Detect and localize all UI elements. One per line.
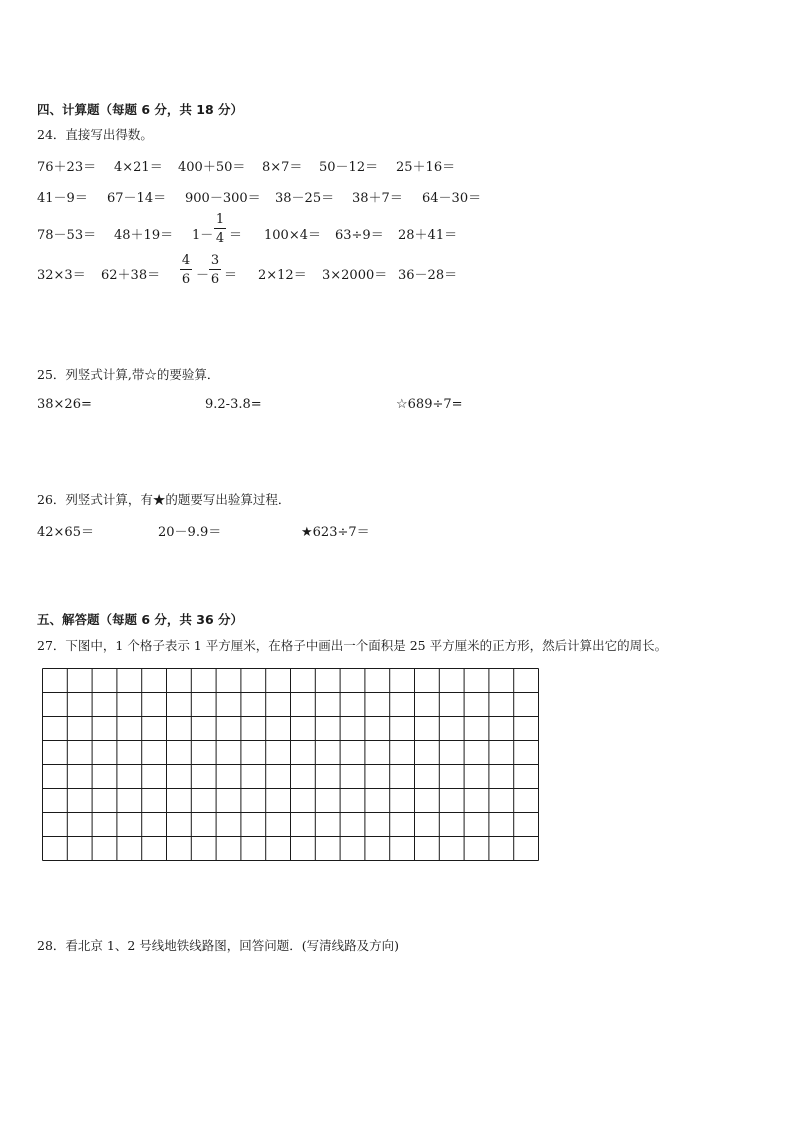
q24-r2-expr: 38＋7＝ — [352, 191, 403, 206]
fraction-denominator: 4 — [215, 231, 225, 246]
q27-title: 27．下图中，1 个格子表示 1 平方厘米，在格子中画出一个面积是 25 平方厘米的正方形，然后计算出它的周长。 — [37, 638, 668, 653]
q24-r4-expr: 2×12＝ — [258, 268, 307, 283]
q26-item: 20－9.9＝ — [158, 525, 222, 540]
q24-r1-expr: 76＋23＝ — [37, 160, 97, 175]
square-grid[interactable] — [42, 668, 541, 862]
q24-r3-expr: 100×4＝ — [264, 228, 321, 243]
q25-item: ☆689÷7= — [396, 397, 463, 412]
q24-r3-equals: ＝ — [229, 228, 243, 243]
fraction — [214, 213, 226, 245]
q24-r3-expr: 48＋19＝ — [114, 228, 174, 243]
q24-r3-expr: 63÷9＝ — [335, 228, 384, 243]
q24-r1-expr: 8×7＝ — [262, 160, 303, 175]
q24-r4-equals: ＝ — [224, 268, 238, 283]
q26-item: ★623÷7＝ — [301, 525, 370, 540]
fraction-numerator: 1 — [215, 212, 225, 227]
section5-heading: 五、解答题（每题 6 分，共 36 分） — [37, 612, 244, 627]
q24-r1-expr: 25＋16＝ — [396, 160, 456, 175]
q24-r1-expr: 400＋50＝ — [178, 160, 246, 175]
q24-title: 24．直接写出得数。 — [37, 127, 153, 142]
q24-r1-expr: 4×21＝ — [114, 160, 163, 175]
fraction-denominator: 6 — [181, 272, 191, 287]
fraction — [180, 254, 192, 286]
q24-r4-minus: － — [196, 268, 210, 283]
fraction-numerator: 3 — [210, 253, 220, 268]
q26-title: 26．列竖式计算，有★的题要写出验算过程． — [37, 492, 291, 507]
q24-r2-expr: 67－14＝ — [107, 191, 167, 206]
q24-r4-expr: 62＋38＝ — [101, 268, 161, 283]
q24-r4-expr: 3×2000＝ — [322, 268, 388, 283]
q24-r3-expr: 78－53＝ — [37, 228, 97, 243]
q24-r3-expr: 28＋41＝ — [398, 228, 458, 243]
q28-title: 28．看北京 1、2 号线地铁线路图，回答问题．(写清线路及方向) — [37, 938, 400, 953]
section4-heading: 四、计算题（每题 6 分，共 18 分） — [37, 102, 244, 117]
q24-r1-expr: 50－12＝ — [319, 160, 379, 175]
q24-r2-expr: 900－300＝ — [185, 191, 261, 206]
q24-r2-expr: 41－9＝ — [37, 191, 88, 206]
q26-item: 42×65＝ — [37, 525, 94, 540]
fraction-numerator: 4 — [181, 253, 191, 268]
q24-r2-expr: 38－25＝ — [275, 191, 335, 206]
fraction — [209, 254, 221, 286]
q25-item: 38×26= — [37, 397, 92, 412]
q24-r4-expr: 32×3＝ — [37, 268, 86, 283]
q24-r4-expr: 36－28＝ — [398, 268, 458, 283]
q24-r2-expr: 64－30＝ — [422, 191, 482, 206]
q25-title: 25．列竖式计算,带☆的要验算． — [37, 367, 220, 382]
q25-item: 9.2-3.8= — [205, 397, 262, 412]
fraction-denominator: 6 — [210, 272, 220, 287]
q24-r3-whole: 1－ — [192, 228, 214, 243]
